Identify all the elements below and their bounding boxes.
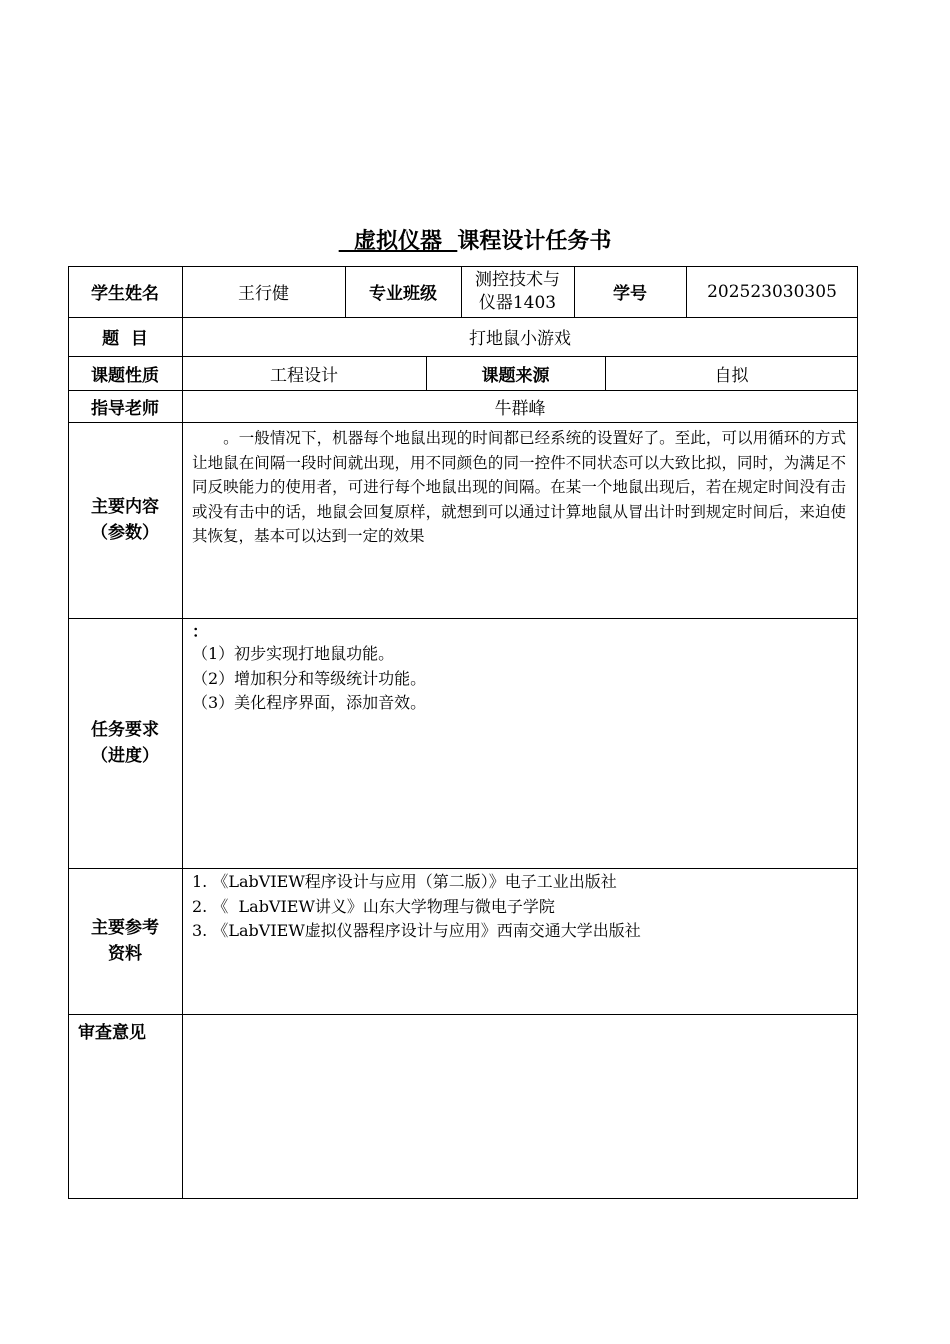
main-content-label bbox=[68, 422, 182, 618]
class-value bbox=[461, 266, 574, 317]
main-content-text: 。一般情况下，机器每个地鼠出现的时间都已经系统的设置好了。至此，可以用循环的方式让地鼠在间隔一段时间就出现，用不同颜色的同一控件不同状态可以大致比拟，同时，为满足不同反映能力的使用者，可进行每个地鼠出现的间隔。在某一个地鼠出现后，若在规定时间没有击或没有击中的话，地鼠会回复原样，就想到可以通过计算地鼠从冒出计时到规定时间后，来迫使其恢复，基本可以达到一定的效果 bbox=[192, 429, 846, 545]
topic-value: 打地鼠小游戏 bbox=[469, 329, 571, 349]
review-label: 审查意见 bbox=[78, 1023, 146, 1043]
source-label: 课题来源 bbox=[481, 365, 550, 386]
references-list bbox=[192, 870, 842, 944]
reference-item: 2. 《 LabVIEW讲义》山东大学物理与微电子学院 bbox=[192, 896, 555, 916]
class-label: 专业班级 bbox=[369, 284, 437, 304]
tasks-list bbox=[192, 622, 842, 716]
task-form-table bbox=[68, 266, 858, 1199]
main-content-label-line2: （参数） bbox=[91, 523, 159, 543]
student-id-label: 学号 bbox=[613, 284, 647, 304]
tasks-label-line2: （进度） bbox=[91, 746, 159, 766]
source-value: 自拟 bbox=[714, 365, 749, 386]
supervisor-label: 指导老师 bbox=[91, 398, 159, 419]
review-content-area bbox=[183, 1015, 857, 1198]
topic-label: 题 目 bbox=[102, 329, 148, 349]
row-divider bbox=[68, 618, 858, 619]
title-rest: 课程设计任务书 bbox=[457, 229, 612, 254]
supervisor-value: 牛群峰 bbox=[494, 398, 546, 419]
task-item: （1）初步实现打地鼠功能。 bbox=[192, 644, 395, 663]
row-divider bbox=[68, 422, 858, 423]
main-content-label-line1: 主要内容 bbox=[91, 497, 159, 517]
tasks-label bbox=[68, 618, 182, 868]
reference-item: 1. 《LabVIEW程序设计与应用（第二版）》电子工业出版社 bbox=[192, 872, 617, 891]
tasks-colon: ： bbox=[192, 622, 209, 641]
class-value-line2: 仪器1403 bbox=[478, 292, 557, 313]
document-title bbox=[0, 224, 950, 255]
student-id-value: 202523030305 bbox=[707, 281, 837, 302]
row-divider bbox=[68, 868, 858, 869]
tasks-label-line1: 任务要求 bbox=[91, 720, 159, 740]
student-name-label: 学生姓名 bbox=[91, 284, 159, 304]
references-label-line2: 资料 bbox=[108, 944, 142, 964]
task-item: （2）增加积分和等级统计功能。 bbox=[192, 668, 427, 688]
title-course-name: 虚拟仪器 bbox=[338, 229, 458, 254]
class-value-line1: 测控技术与 bbox=[475, 269, 560, 290]
nature-value: 工程设计 bbox=[270, 365, 338, 386]
reference-item: 3. 《LabVIEW虚拟仪器程序设计与应用》西南交通大学出版社 bbox=[192, 921, 641, 940]
task-item: （3）美化程序界面，添加音效。 bbox=[192, 693, 427, 712]
student-name-value: 王行健 bbox=[238, 284, 289, 304]
nature-label: 课题性质 bbox=[91, 365, 159, 386]
references-label-line1: 主要参考 bbox=[91, 918, 159, 938]
references-label bbox=[68, 868, 182, 1014]
